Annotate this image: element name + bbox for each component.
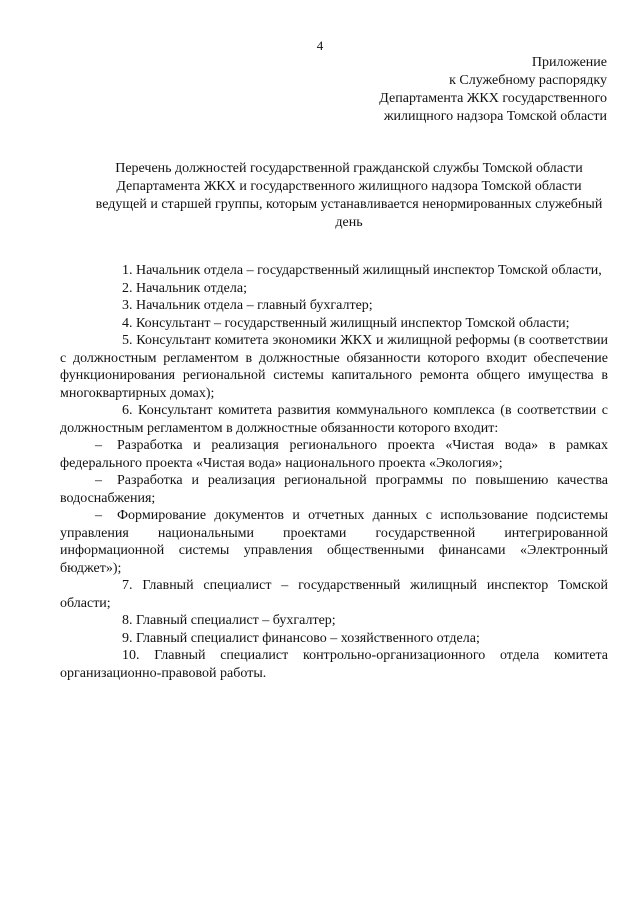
sub-list-item <box>60 507 608 577</box>
list-item: 9. Главный специалист финансово – хозяйственного отдела; <box>122 630 480 646</box>
appendix-header <box>307 54 607 126</box>
list-item: 1. Начальник отдела – государственный жилищный инспектор Томской области, <box>122 263 602 278</box>
positions-list <box>60 262 608 682</box>
title-line: ведущей и старшей группы, которым устанавливается ненормированных служебный <box>95 197 603 212</box>
appendix-line: жилищного надзора Томской области <box>383 109 607 124</box>
list-item: 3. Начальник отдела – главный бухгалтер; <box>122 298 373 313</box>
sub-list-item-text: Формирование документов и отчетных данных с использование подсистемы управления национальными проектами государственной интегрированной информационной системы управления общественными финансами «Электронный бюджет»); <box>60 508 608 576</box>
page-number: 4 <box>316 38 324 53</box>
title-line: Перечень должностей государственной гражданской службы Томской области <box>115 161 583 176</box>
title-line: день <box>335 215 363 230</box>
sub-list-item-text: Разработка и реализация региональной программы по повышению качества водоснабжения; <box>60 473 608 506</box>
sub-list-item <box>60 472 608 507</box>
appendix-line: к Служебному распорядку <box>449 73 607 88</box>
appendix-line: Приложение <box>531 55 607 70</box>
sub-list-item-text: Разработка и реализация регионального проекта «Чистая вода» в рамках федерального проекта «Чистая вода» национального проекта «Экология»; <box>60 438 608 471</box>
dash-marker: – <box>95 508 102 523</box>
sub-list-item <box>60 437 608 472</box>
list-item: 10. Главный специалист контрольно-организационного отдела комитета организационно-правовой работы. <box>60 648 608 681</box>
appendix-line: Департамента ЖКХ государственного <box>379 91 607 106</box>
list-item: 4. Консультант – государственный жилищный инспектор Томской области; <box>122 315 570 331</box>
list-item: 7. Главный специалист – государственный жилищный инспектор Томской области; <box>60 578 608 611</box>
list-item: 2. Начальник отдела; <box>122 280 247 296</box>
title-line: Департамента ЖКХ и государственного жилищного надзора Томской области <box>116 179 582 194</box>
dash-marker: – <box>95 438 102 453</box>
list-item: 5. Консультант комитета экономики ЖКХ и жилищной реформы (в соответствии с должностным регламентом в должностные обязанности которого входит обеспечение функционирования региональной системы капитального ремонта общего имущества в многоквартирных домах); <box>60 333 608 401</box>
dash-marker: – <box>95 473 102 488</box>
document-title <box>90 160 608 232</box>
list-item: 6. Консультант комитета развития коммунального комплекса (в соответствии с должностным регламентом в должностные обязанности которого входит: <box>60 403 608 436</box>
list-item: 8. Главный специалист – бухгалтер; <box>122 613 336 628</box>
